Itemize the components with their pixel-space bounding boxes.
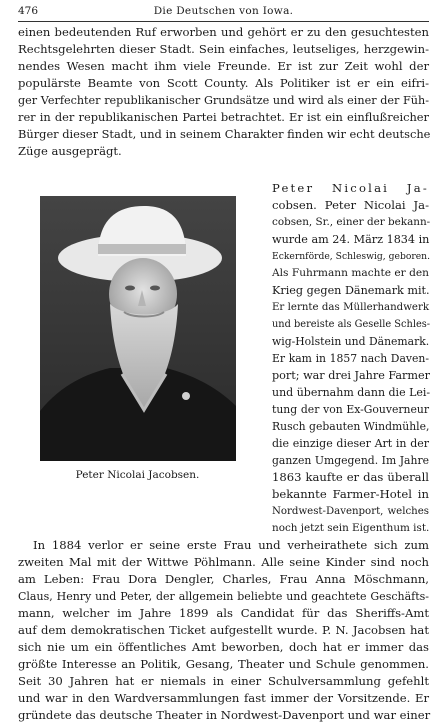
text-line: Eckernförde, Schleswig, geboren. [272, 251, 431, 262]
text-line: populärste Beamte von Scott County. Als Politiker ist er ein eifri- [18, 76, 429, 90]
portrait-photo [40, 196, 236, 461]
text-line: Bürger dieser Stadt, und in seinem Charakter finden wir echt deutsche [18, 127, 431, 141]
text-line: sich nie um ein öffentliches Amt beworben, doch hat er immer das [18, 640, 429, 654]
text-line: einen bedeutenden Ruf erworben und gehört er zu den gesuchtesten [18, 25, 429, 39]
section-heading: Peter Nicolai Ja- [272, 181, 429, 195]
text-line: In 1884 verlor er seine erste Frau und verheirathete sich zum [33, 538, 429, 552]
text-line: port; war drei Jahre Farmer [272, 369, 430, 382]
text-line: auf dem demokratischen Ticket aufgestellt wurde. P. N. Jacobsen hat [18, 623, 429, 637]
text-line: und übernahm dann die Lei- [272, 386, 431, 399]
running-title: Die Deutschen von Iowa. [153, 5, 294, 17]
text-line: Krieg gegen Dänemark mit. [272, 284, 430, 297]
text-line: Als Fuhrmann machte er den [272, 267, 429, 279]
text-line: ger Verfechter republikanischer Grundsätze und wird als einer der Füh- [18, 94, 429, 107]
text-line: gründete das deutsche Theater in Nordwest-Davenport und war einer [18, 708, 431, 722]
text-line: 1863 kaufte er das überall [272, 470, 429, 484]
text-line: mann, welcher im Jahre 1899 als Candidat für das Sheriffs-Amt [18, 606, 429, 620]
text-line: bekannte Farmer-Hotel in [272, 487, 429, 501]
text-line: Rusch gebauten Windmühle, [272, 420, 430, 433]
text-line: Claus, Henry und Peter, der allgemein beliebte und geachtete Geschäfts- [18, 590, 429, 603]
text-line: die einzige dieser Art in der [272, 437, 429, 450]
text-line: Er kam in 1857 nach Daven- [272, 352, 429, 365]
text-line: am Leben: Frau Dora Dengler, Charles, Frau Anna Möschmann, [18, 572, 429, 586]
text-line: Er lernte das Müllerhandwerk [272, 302, 429, 313]
text-line: wurde am 24. März 1834 in [272, 233, 430, 246]
photo-caption: Peter Nicolai Jacobsen. [75, 469, 200, 481]
text-line: tung der von Ex-Gouverneur [272, 403, 429, 416]
text-line: ganzen Umgegend. Im Jahre [272, 454, 429, 467]
header-rule [18, 21, 429, 22]
text-line: und war in den Wardversammlungen fast immer der Vorsitzende. Er [18, 691, 429, 705]
text-line: Rechtsgelehrten dieser Stadt. Sein einfaches, leutseliges, herzgewin- [18, 42, 429, 56]
text-line: cobsen. Peter Nicolai Ja- [272, 198, 429, 212]
page-number: 476 [18, 5, 39, 17]
text-line: Seit 30 Jahren hat er niemals in einer Schulversammlung gefehlt [18, 674, 429, 688]
text-line: noch jetzt sein Eigenthum ist. [272, 522, 430, 534]
page-header [18, 3, 429, 20]
text-line: wig-Holstein und Dänemark. [272, 335, 430, 348]
portrait-image [40, 196, 236, 461]
text-line: Nordwest-Davenport, welches [272, 506, 429, 517]
text-line: nendes Wesen macht ihm viele Freunde. Er ist zur Zeit wohl der [18, 59, 429, 73]
text-line: zweiten Mal mit der Wittwe Pöhlmann. Alle seine Kinder sind noch [18, 555, 429, 569]
text-line: größte Interesse an Politik, Gesang, Theater und Schule genommen. [18, 657, 429, 671]
text-line: und bereiste als Geselle Schles- [272, 319, 431, 330]
text-line: Züge ausgeprägt. [18, 144, 122, 158]
text-line: rer in der republikanischen Partei betrachtet. Er ist ein einflußreicher [18, 110, 429, 124]
text-line: cobsen, Sr., einer der bekann- [272, 216, 431, 228]
